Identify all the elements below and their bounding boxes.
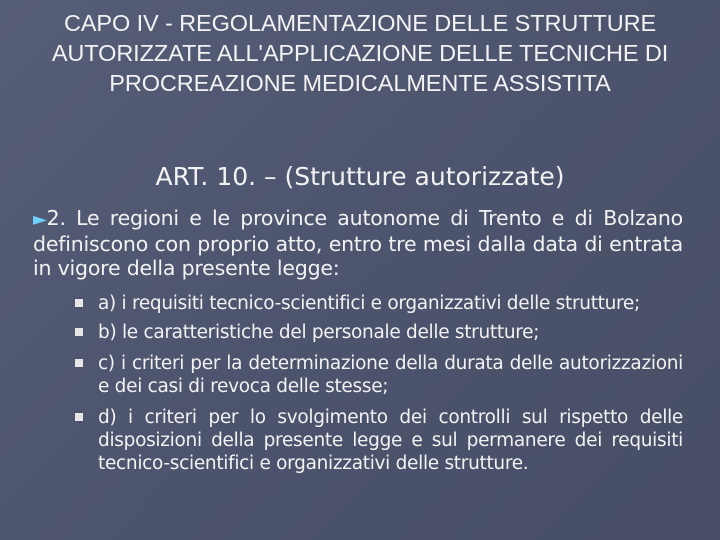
square-bullet-icon xyxy=(75,328,83,336)
list-item-text: c) i criteri per la determinazione della durata delle autorizzazioni e dei casi di revoca delle stesse; xyxy=(98,353,683,397)
slide-subtitle: ART. 10. – (Strutture autorizzate) xyxy=(155,162,565,191)
list-item xyxy=(75,292,683,315)
slide-title: CAPO IV - REGOLAMENTAZIONE DELLE STRUTTURE AUTORIZZATE ALL'APPLICAZIONE DELLE TECNICHE DI PROCREAZIONE MEDICALMENTE ASSISTITA xyxy=(51,10,669,96)
requirements-list xyxy=(75,292,683,483)
list-item-text: b) le caratteristiche del personale delle strutture; xyxy=(98,322,540,343)
square-bullet-icon xyxy=(75,359,83,367)
list-item xyxy=(75,321,683,344)
list-item-text: d) i criteri per lo svolgimento dei controlli sul rispetto delle disposizioni della presente legge e sul permanere dei requisiti tecnico-scientifici e organizzativi delle strutture. xyxy=(98,407,683,474)
list-item xyxy=(75,406,683,475)
list-item-text: a) i requisiti tecnico-scientifici e organizzativi delle strutture; xyxy=(98,293,640,314)
body-paragraph xyxy=(33,206,683,280)
square-bullet-icon xyxy=(75,299,83,307)
arrow-bullet-icon: ► xyxy=(33,209,47,230)
list-item xyxy=(75,352,683,398)
paragraph-text: 2. Le regioni e le province autonome di Trento e di Bolzano definiscono con proprio atto, entro tre mesi dalla data di entrata in vigore della presente legge: xyxy=(33,206,683,280)
square-bullet-icon xyxy=(75,413,83,421)
